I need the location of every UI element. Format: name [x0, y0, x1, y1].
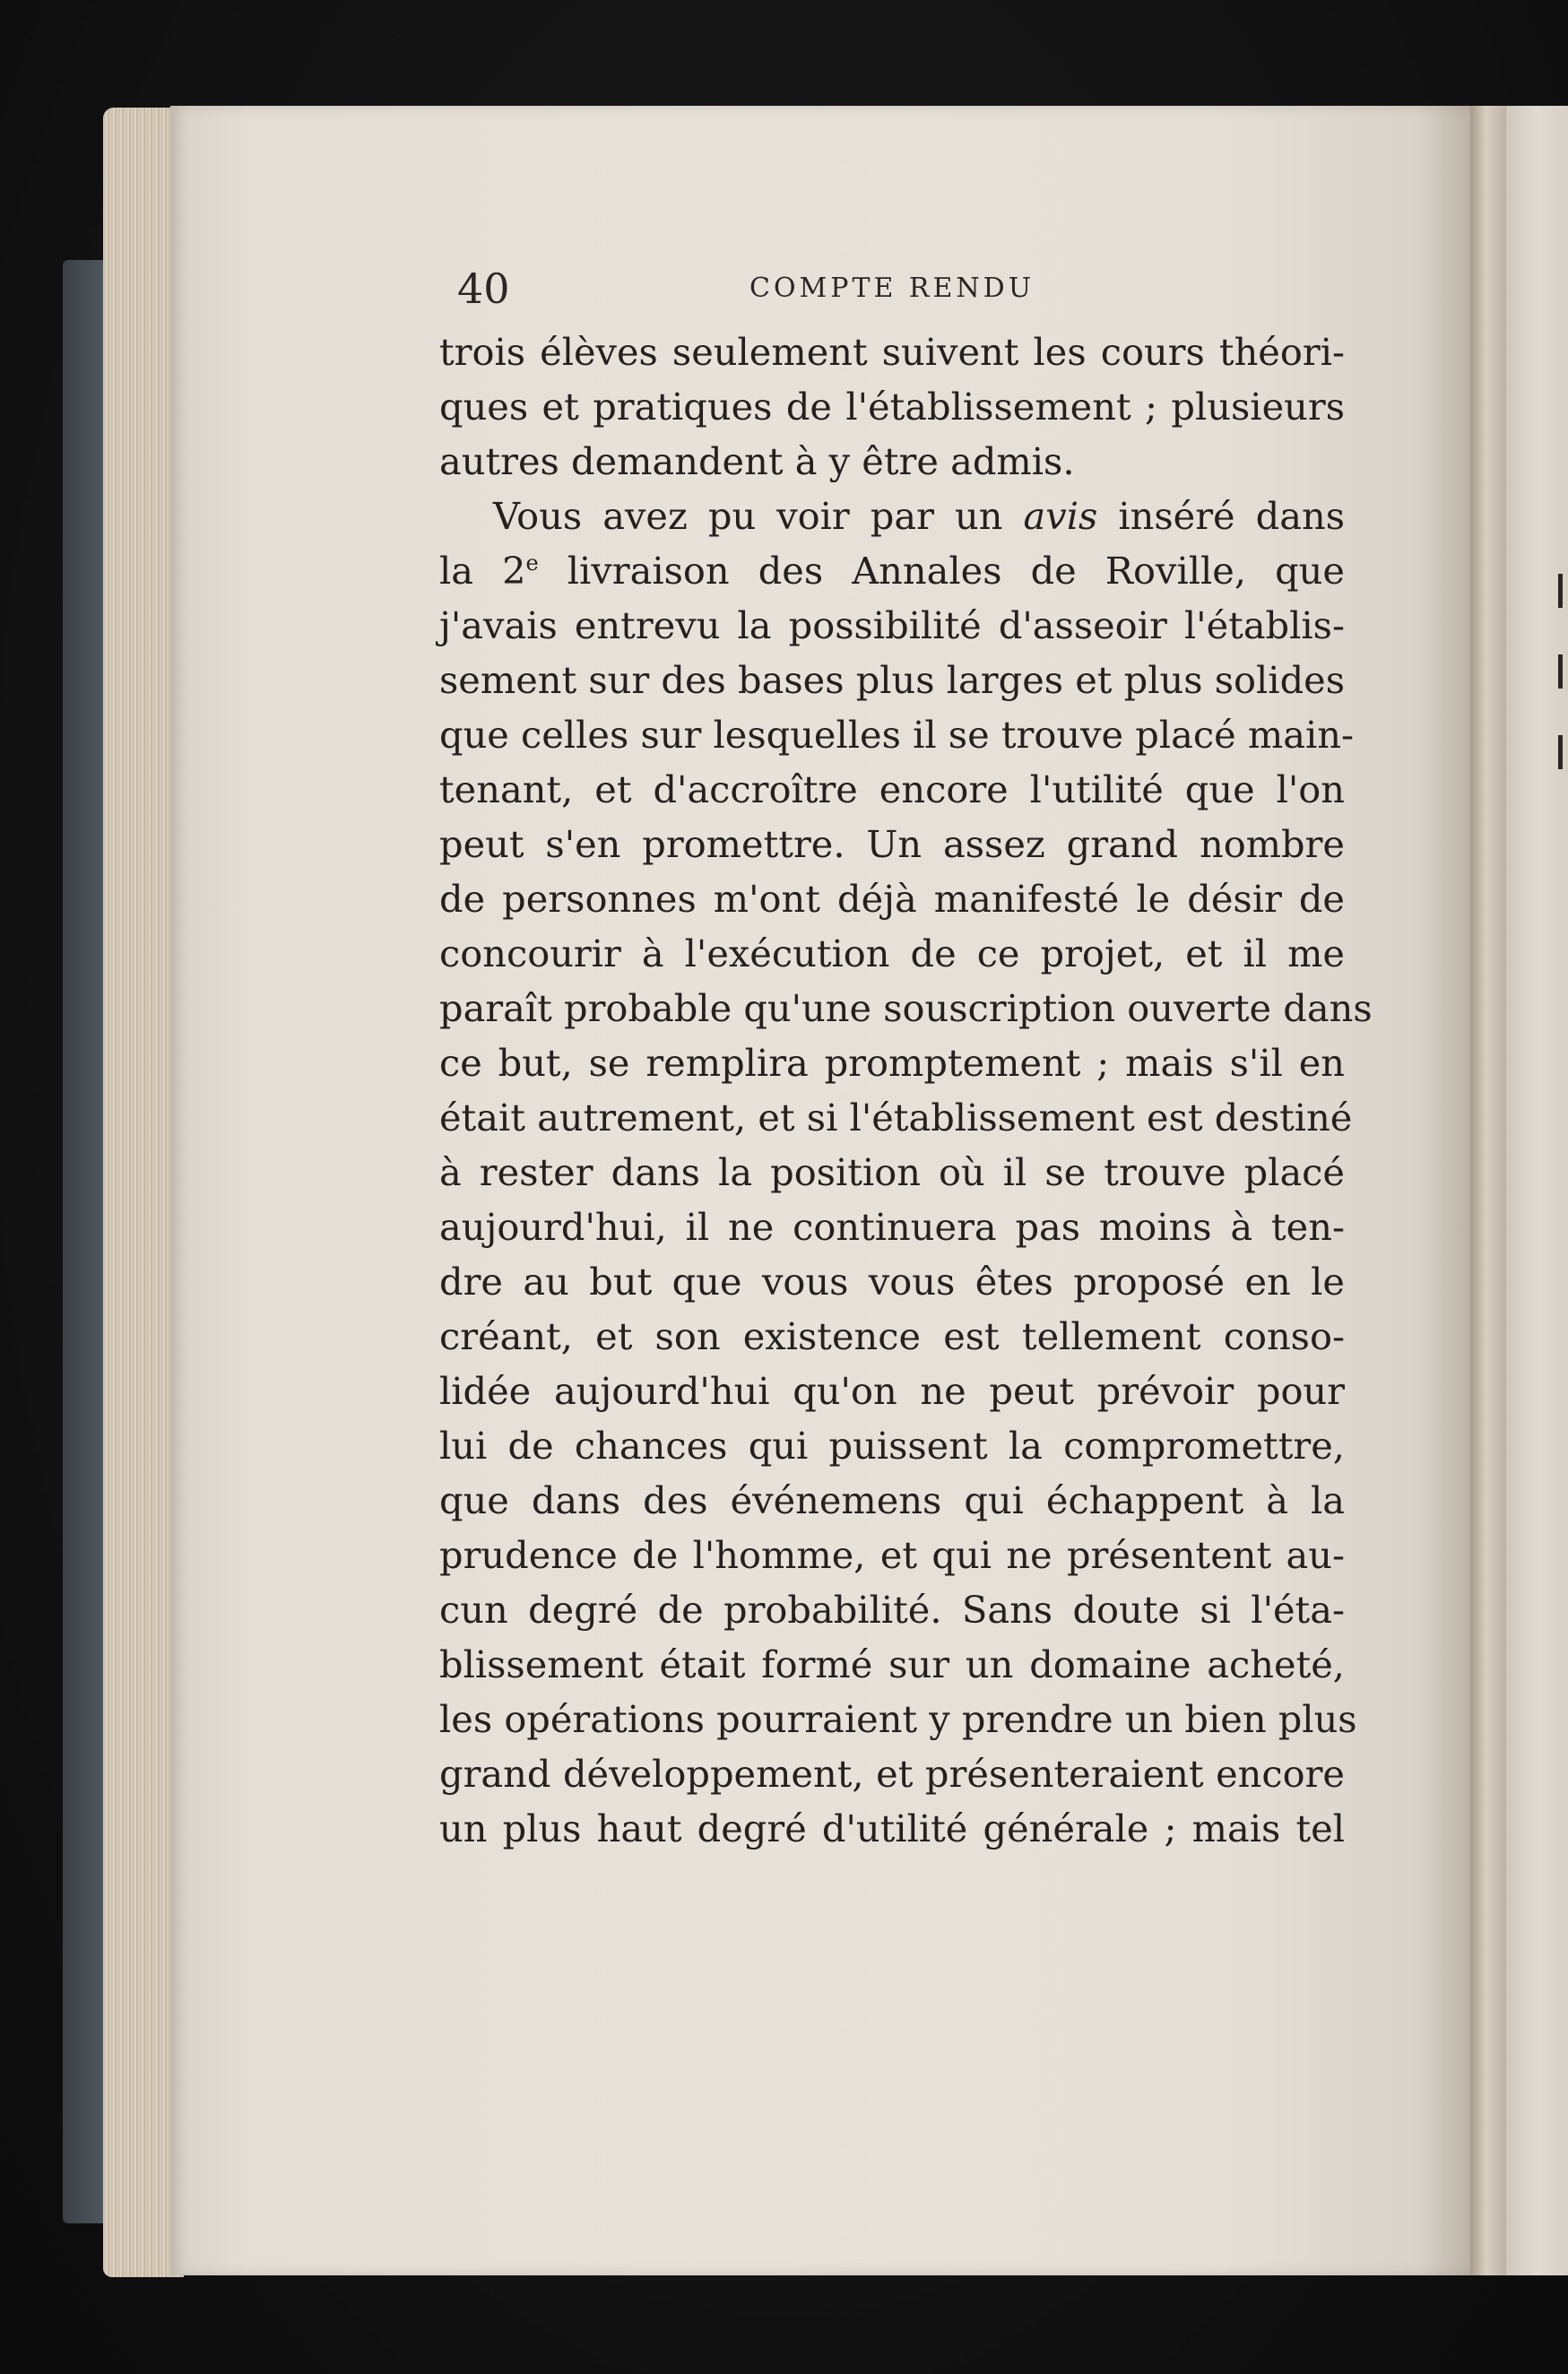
text-line: de personnes m'ont déjà manifesté le désir de [439, 877, 1345, 921]
text-line: concourir à l'exécution de ce projet, et il me [439, 931, 1345, 975]
text-segment: inséré dans [1118, 494, 1345, 538]
text-line: paraît probable qu'une souscription ouverte dans [439, 986, 1373, 1030]
running-head [439, 262, 1345, 316]
text-line: trois élèves seulement suivent les cours théori- [439, 330, 1345, 374]
text-line: les opérations pourraient y prendre un bien plus [439, 1697, 1357, 1741]
body-text [439, 325, 1373, 1856]
text-segment: Vous avez pu voir par un [493, 494, 1003, 538]
text-line: peut s'en promettre. Un assez grand nombre [439, 822, 1345, 866]
facing-mark [1558, 735, 1563, 769]
text-line: créant, et son existence est tellement conso- [439, 1314, 1345, 1358]
text-line: dre au but que vous vous êtes proposé en le [439, 1260, 1345, 1304]
facing-mark [1558, 574, 1563, 608]
page-number: 40 [457, 264, 510, 313]
text-line: que celles sur lesquelles il se trouve placé main- [439, 713, 1354, 757]
text-line: lui de chances qui puissent la compromettre, [439, 1424, 1345, 1468]
superscript: e [525, 550, 539, 576]
text-line: blissement était formé sur un domaine acheté, [439, 1642, 1345, 1686]
text-line: aujourd'hui, il ne continuera pas moins à ten- [439, 1205, 1345, 1249]
text-line: tenant, et d'accroître encore l'utilité que l'on [439, 767, 1345, 811]
text-line: grand développement, et présenteraient encore [439, 1752, 1345, 1796]
text-line: un plus haut degré d'utilité générale ; mais tel [439, 1806, 1345, 1850]
italic-word: avis [1023, 494, 1098, 538]
facing-mark [1558, 654, 1563, 689]
text-line: ques et pratiques de l'établissement ; plusieurs [439, 385, 1345, 429]
text-line: que dans des événemens qui échappent à la [439, 1478, 1345, 1522]
facing-page-edge [1506, 106, 1568, 2275]
text-line: autres demandent à y être admis. [439, 439, 1075, 483]
text-line [439, 489, 1345, 543]
text-line: lidée aujourd'hui qu'on ne peut prévoir pour [439, 1369, 1345, 1413]
text-line: prudence de l'homme, et qui ne présentent au- [439, 1533, 1345, 1577]
text-line: j'avais entrevu la possibilité d'asseoir l'établis- [439, 603, 1345, 647]
running-title: COMPTE RENDU [749, 273, 1035, 304]
text-line: à rester dans la position où il se trouve placé [439, 1150, 1345, 1194]
text-line: ce but, se remplira promptement ; mais s'il en [439, 1041, 1345, 1085]
text-segment: livraison des Annales de Roville, que [567, 549, 1345, 593]
facing-page-marks [1558, 574, 1568, 753]
text-line: sement sur des bases plus larges et plus solides [439, 658, 1345, 702]
text-line: cun degré de probabilité. Sans doute si l'éta- [439, 1588, 1345, 1632]
text-line [439, 543, 1345, 598]
text-line: était autrement, et si l'établissement est destiné [439, 1096, 1353, 1139]
book-gutter [1470, 106, 1506, 2275]
text-segment: la 2 [439, 549, 526, 593]
